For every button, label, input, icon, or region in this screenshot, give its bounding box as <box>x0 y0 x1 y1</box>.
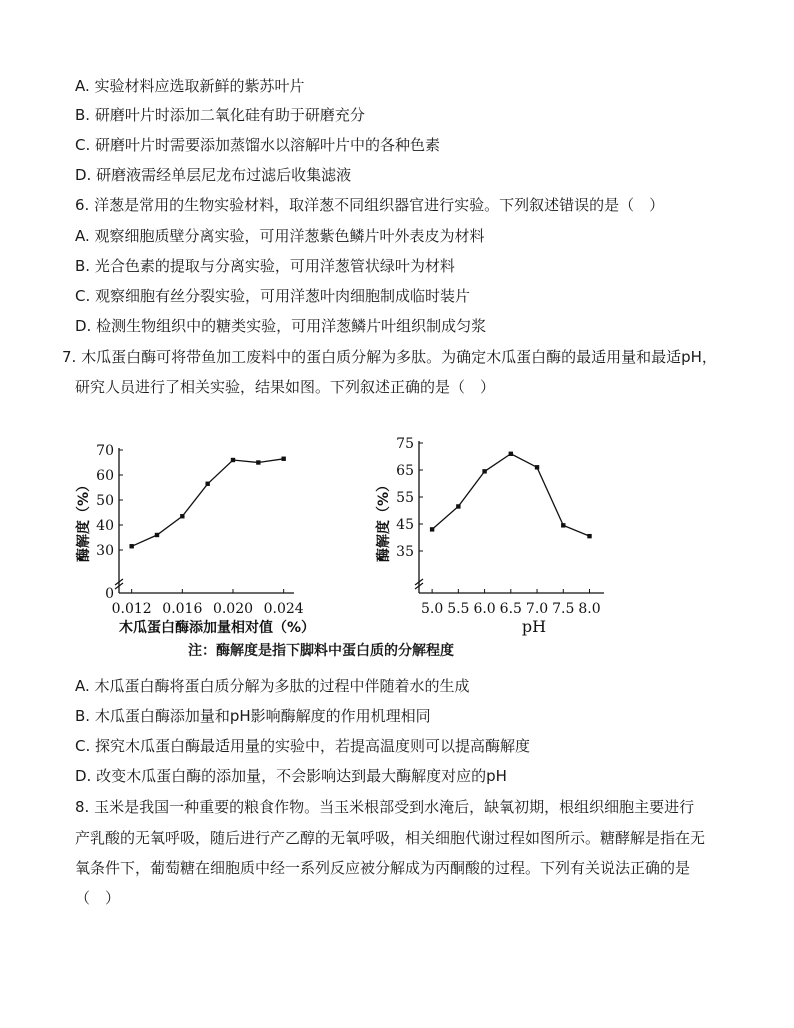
x-tick-label: 0.016 <box>162 601 203 617</box>
y-tick-label: 55 <box>396 490 414 506</box>
x-tick-label: 5.5 <box>447 601 470 617</box>
data-point <box>129 544 133 548</box>
q6-stem: 6. 洋葱是常用的生物实验材料，取洋葱不同组织器官进行实验。下列叙述错误的是（ ） <box>75 196 665 214</box>
series-line <box>132 459 284 547</box>
x-tick-label: 5.0 <box>420 601 444 617</box>
data-point <box>281 457 285 461</box>
x-tick-label: 6.0 <box>473 601 496 617</box>
y-tick-label: 40 <box>96 518 114 534</box>
q6-option-a: A. 观察细胞质壁分离实验，可用洋葱紫色鳞片叶外表皮为材料 <box>75 227 485 245</box>
y-tick-label: 75 <box>396 436 414 452</box>
data-point <box>205 482 209 486</box>
q7-stem-continued: 研究人员进行了相关实验，结果如图。下列叙述正确的是（ ） <box>75 378 496 396</box>
y-tick-label: 70 <box>96 443 114 459</box>
figure-note: 注：酶解度是指下脚料中蛋白质的分解程度 <box>188 643 454 659</box>
data-point <box>155 533 159 537</box>
q7-option-b: B. 木瓜蛋白酶添加量和pH影响酶解度的作用机理相同 <box>75 707 431 725</box>
q5-option-a: A. 实验材料应选取新鲜的紫苏叶片 <box>75 77 305 95</box>
y-tick-label: 50 <box>96 493 114 509</box>
data-point <box>180 514 184 518</box>
x-tick-label: 6.5 <box>499 601 522 617</box>
q8-stem-line4: （ ） <box>75 889 121 907</box>
y-tick-label: 65 <box>396 463 414 479</box>
data-point <box>256 460 260 464</box>
q6-option-b: B. 光合色素的提取与分离实验，可用洋葱管状绿叶为材料 <box>75 257 455 275</box>
q8-stem-line2: 产乳酸的无氧呼吸，随后进行产乙醇的无氧呼吸，相关细胞代谢过程如图所示。糖酵解是指在无 <box>75 829 706 847</box>
x-tick-label: 0.020 <box>212 601 254 617</box>
y-tick-label: 45 <box>396 517 414 533</box>
x-tick-label: 0.024 <box>263 601 304 617</box>
x-tick-label: 7.5 <box>552 601 575 617</box>
data-point <box>561 523 565 527</box>
x-tick-label: 7.0 <box>525 601 549 617</box>
y-tick-label: 30 <box>96 543 114 559</box>
data-point <box>509 452 513 456</box>
q5-option-c: C. 研磨叶片时需要添加蒸馏水以溶解叶片中的各种色素 <box>75 136 441 154</box>
q8-stem-line3: 氧条件下，葡萄糖在细胞质中经一系列反应被分解成为丙酮酸的过程。下列有关说法正确的是 <box>75 859 691 877</box>
q6-option-d: D. 检测生物组织中的糖类实验，可用洋葱鳞片叶组织制成匀浆 <box>75 317 487 335</box>
x-axis-label: pH <box>521 617 547 636</box>
q5-option-d: D. 研磨液需经单层尼龙布过滤后收集滤液 <box>75 166 352 184</box>
y-tick-label: 35 <box>396 544 414 560</box>
data-point <box>482 469 486 473</box>
q7-option-d: D. 改变木瓜蛋白酶的添加量，不会影响达到最大酶解度对应的pH <box>75 767 507 785</box>
data-point <box>231 458 235 462</box>
q7-option-c: C. 探究木瓜蛋白酶最适用量的实验中，若提高温度则可以提高酶解度 <box>75 737 531 755</box>
data-point <box>535 465 539 469</box>
y-axis-label: 酶解度（%） <box>76 477 92 563</box>
x-tick-label: 0.012 <box>111 601 152 617</box>
q7-stem: 7. 木瓜蛋白酶可将带鱼加工废料中的蛋白质分解为多肽。为确定木瓜蛋白酶的最适用量和最适pH， <box>62 348 717 366</box>
origin-label: 0 <box>105 586 114 602</box>
x-tick-label: 8.0 <box>578 601 601 617</box>
data-point <box>587 534 591 538</box>
y-tick-label: 60 <box>96 468 114 484</box>
q8-stem: 8. 玉米是我国一种重要的粮食作物。当玉米根部受到水淹后，缺氧初期，根组织细胞主要进行 <box>75 798 695 816</box>
chart-enzyme-amount <box>75 443 315 636</box>
x-axis-label: 木瓜蛋白酶添加量相对值（%） <box>118 620 316 636</box>
y-axis-label: 酶解度（%） <box>376 477 392 563</box>
q5-option-b: B. 研磨叶片时添加二氧化硅有助于研磨充分 <box>75 106 365 124</box>
q6-option-c: C. 观察细胞有丝分裂实验，可用洋葱叶肉细胞制成临时装片 <box>75 287 471 305</box>
q7-option-a: A. 木瓜蛋白酶将蛋白质分解为多肽的过程中伴随着水的生成 <box>75 677 470 695</box>
chart-ph <box>375 436 604 636</box>
data-point <box>430 527 434 531</box>
series-line <box>432 454 589 536</box>
data-point <box>456 504 460 508</box>
